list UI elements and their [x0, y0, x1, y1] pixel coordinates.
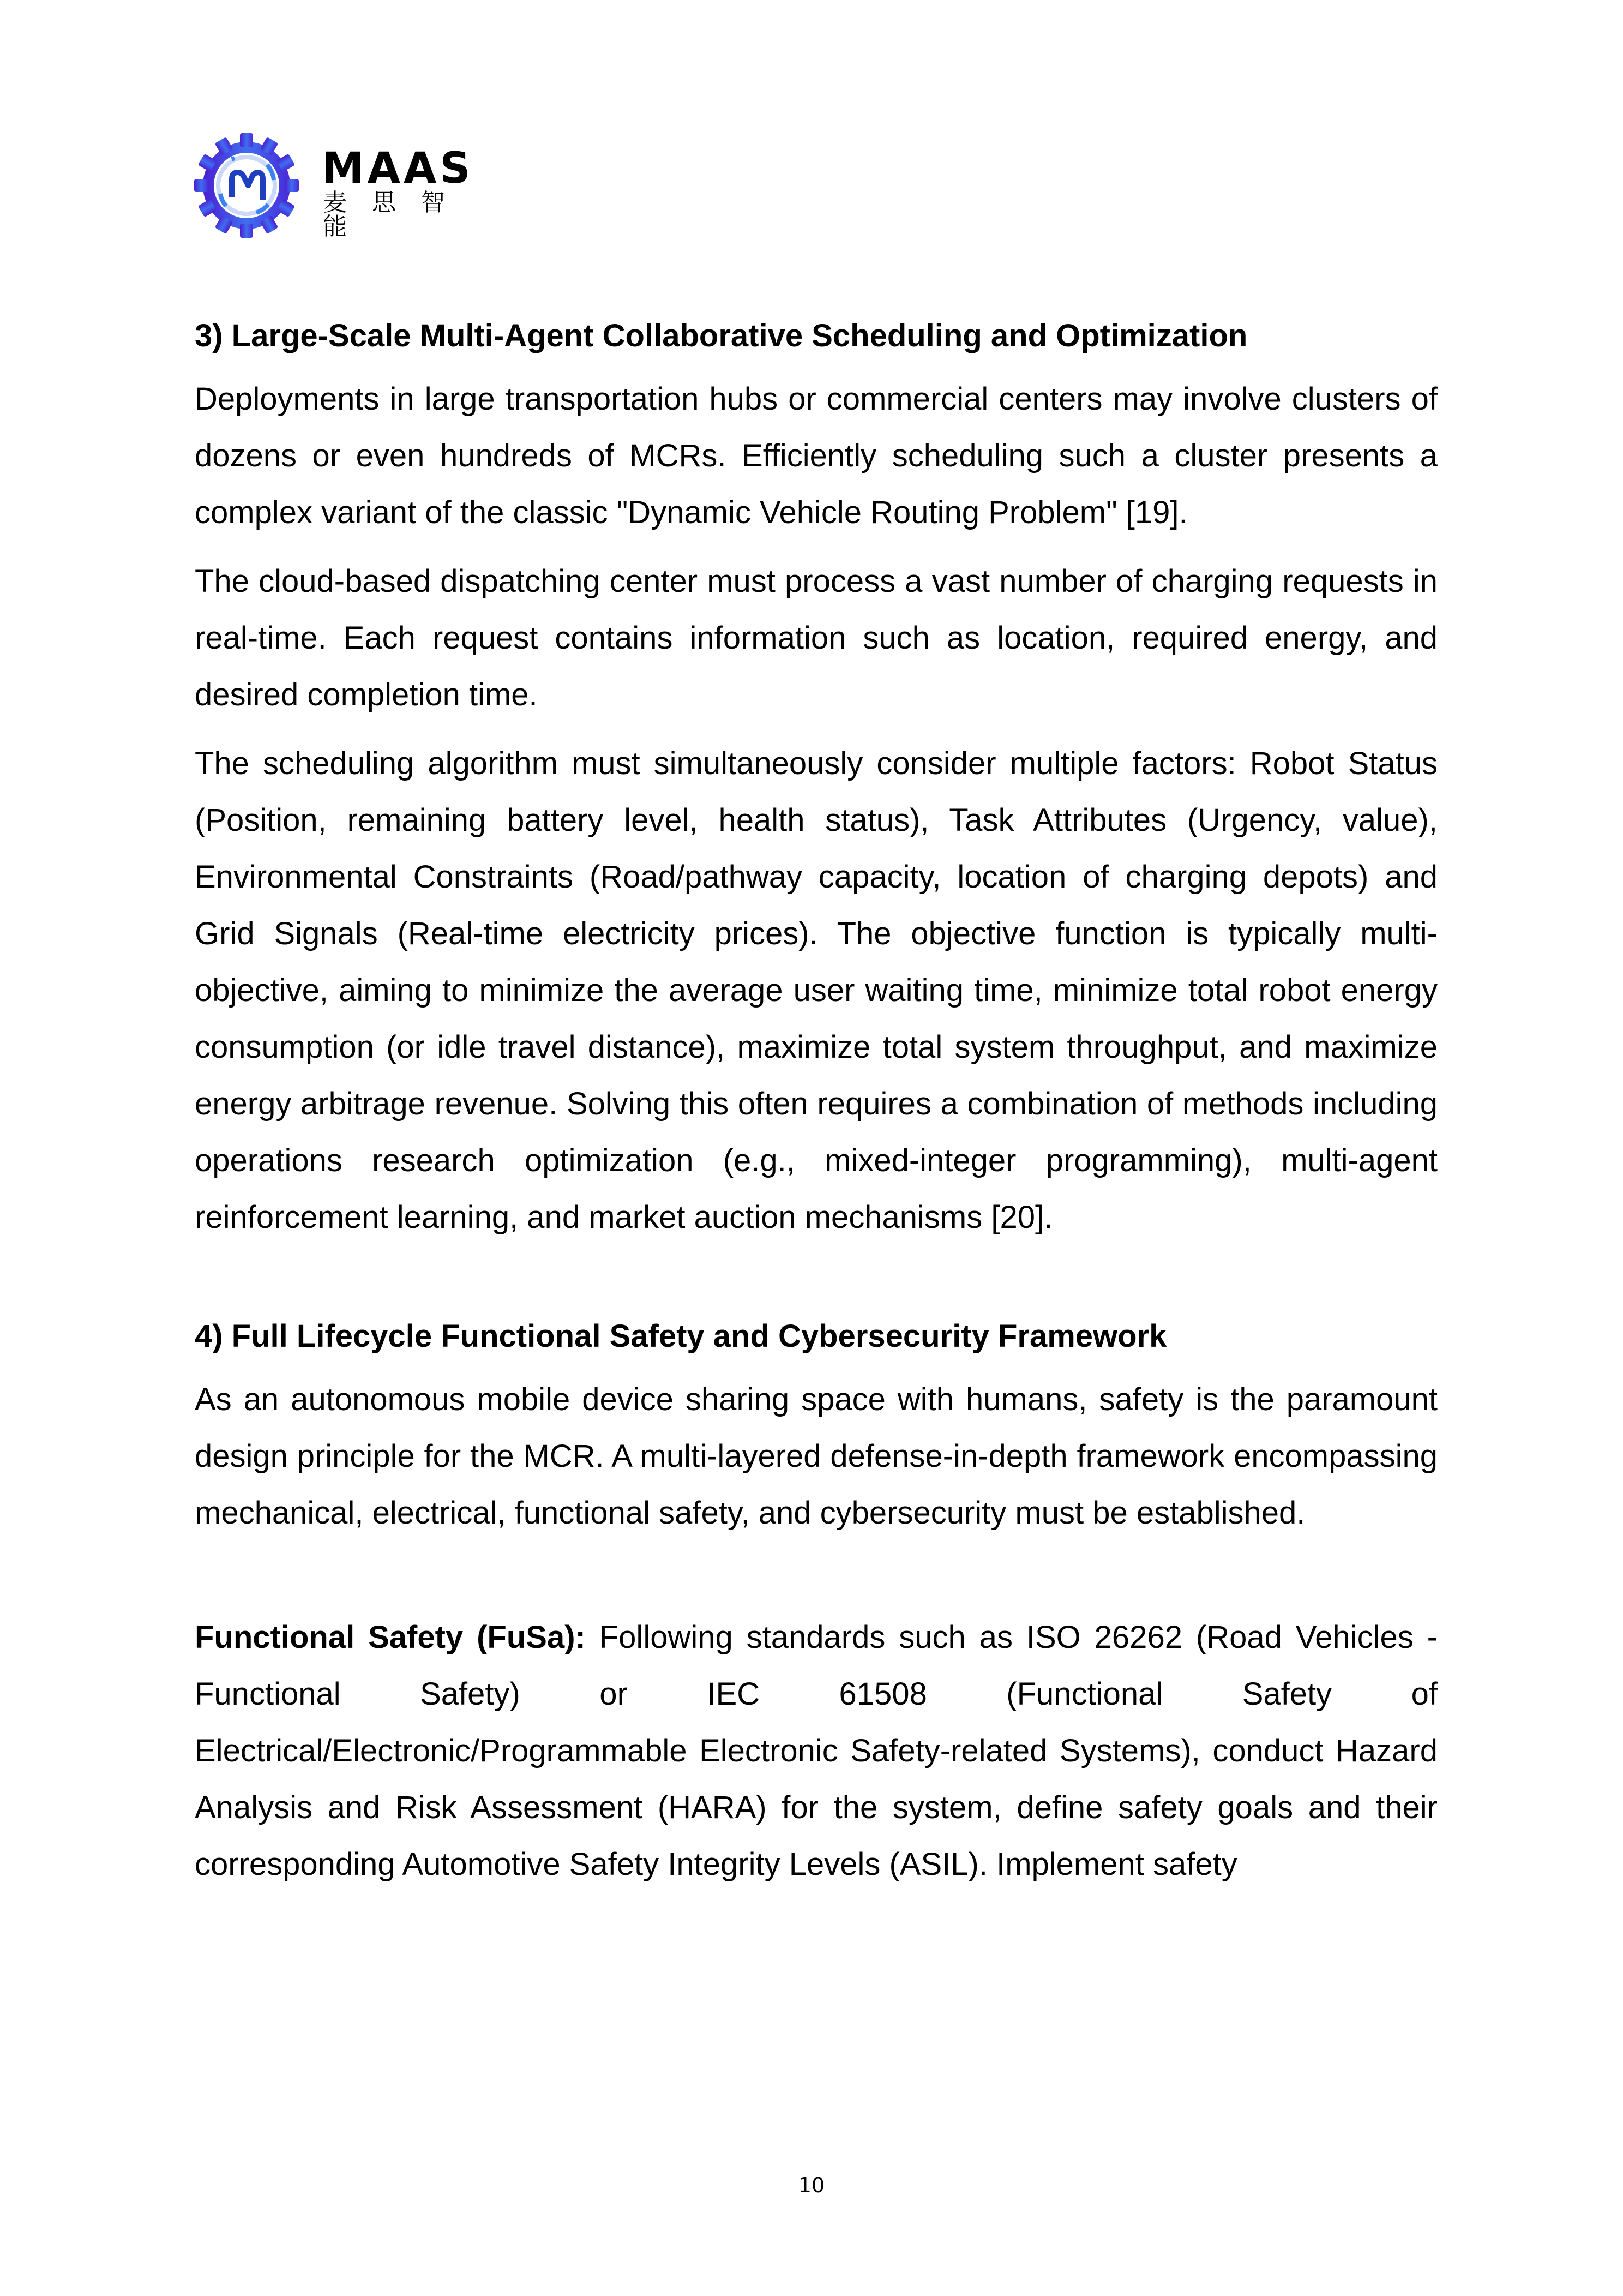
paragraph: Deployments in large transportation hubs or commercial centers may involve clusters of dozens or even hundreds of MCRs. Efficiently scheduling such a cluster presents a complex variant of the classic "Dynamic Vehicle Routing Problem" [19]. [195, 381, 1438, 530]
functional-safety-paragraph [195, 1609, 1438, 1893]
gear-logo-icon [192, 131, 301, 240]
logo-chinese-name: 麦思智能 [323, 189, 470, 241]
document-body [195, 313, 1438, 1893]
paragraph: As an autonomous mobile device sharing space with humans, safety is the paramount design principle for the MCR. A multi-layered defense-in-depth framework encompassing mechanical, electrical, functional safety, and cybersecurity must be established. [195, 1382, 1438, 1531]
paragraph: The scheduling algorithm must simultaneously consider multiple factors: Robot Status (Position, remaining battery level, health status), Task Attributes (Urgency, value), Environmental Constraints (Road/pathway capacity, location of charging depots) and Grid Signals (Real-time electricity prices). The objective function is typically multi-objective, aiming to minimize the average user waiting time, minimize total robot energy consumption (or idle travel distance), maximize total system throughput, and maximize energy arbitrage revenue. Solving this often requires a combination of methods including operations research optimization (e.g., mixed-integer programming), multi-agent reinforcement learning, and market auction mechanisms [20]. [195, 746, 1438, 1235]
company-logo [192, 131, 508, 240]
page-number: 10 [798, 2173, 825, 2197]
section-heading-4: 4) Full Lifecycle Functional Safety and Cybersecurity Framework [195, 1318, 1167, 1354]
logo-wordmark: MAAS [322, 144, 474, 193]
paragraph: The cloud-based dispatching center must process a vast number of charging requests in real-time. Each request contains information such as location, required energy, and desired completion time. [195, 563, 1438, 712]
section-heading-3: 3) Large-Scale Multi-Agent Collaborative Scheduling and Optimization [195, 318, 1248, 353]
subsection-text: Following standards such as ISO 26262 (Road Vehicles - Functional Safety) or IEC 61508 (Functional Safety of Electrical/Electronic/Programmable Electronic Safety-related Systems), conduct Hazard Analysis and Risk Assessment (HARA) for the system, define safety goals and their corresponding Automotive Safety Integrity Levels (ASIL). Implement safety [195, 1620, 1438, 1882]
subsection-label: Functional Safety (FuSa): [195, 1620, 586, 1655]
